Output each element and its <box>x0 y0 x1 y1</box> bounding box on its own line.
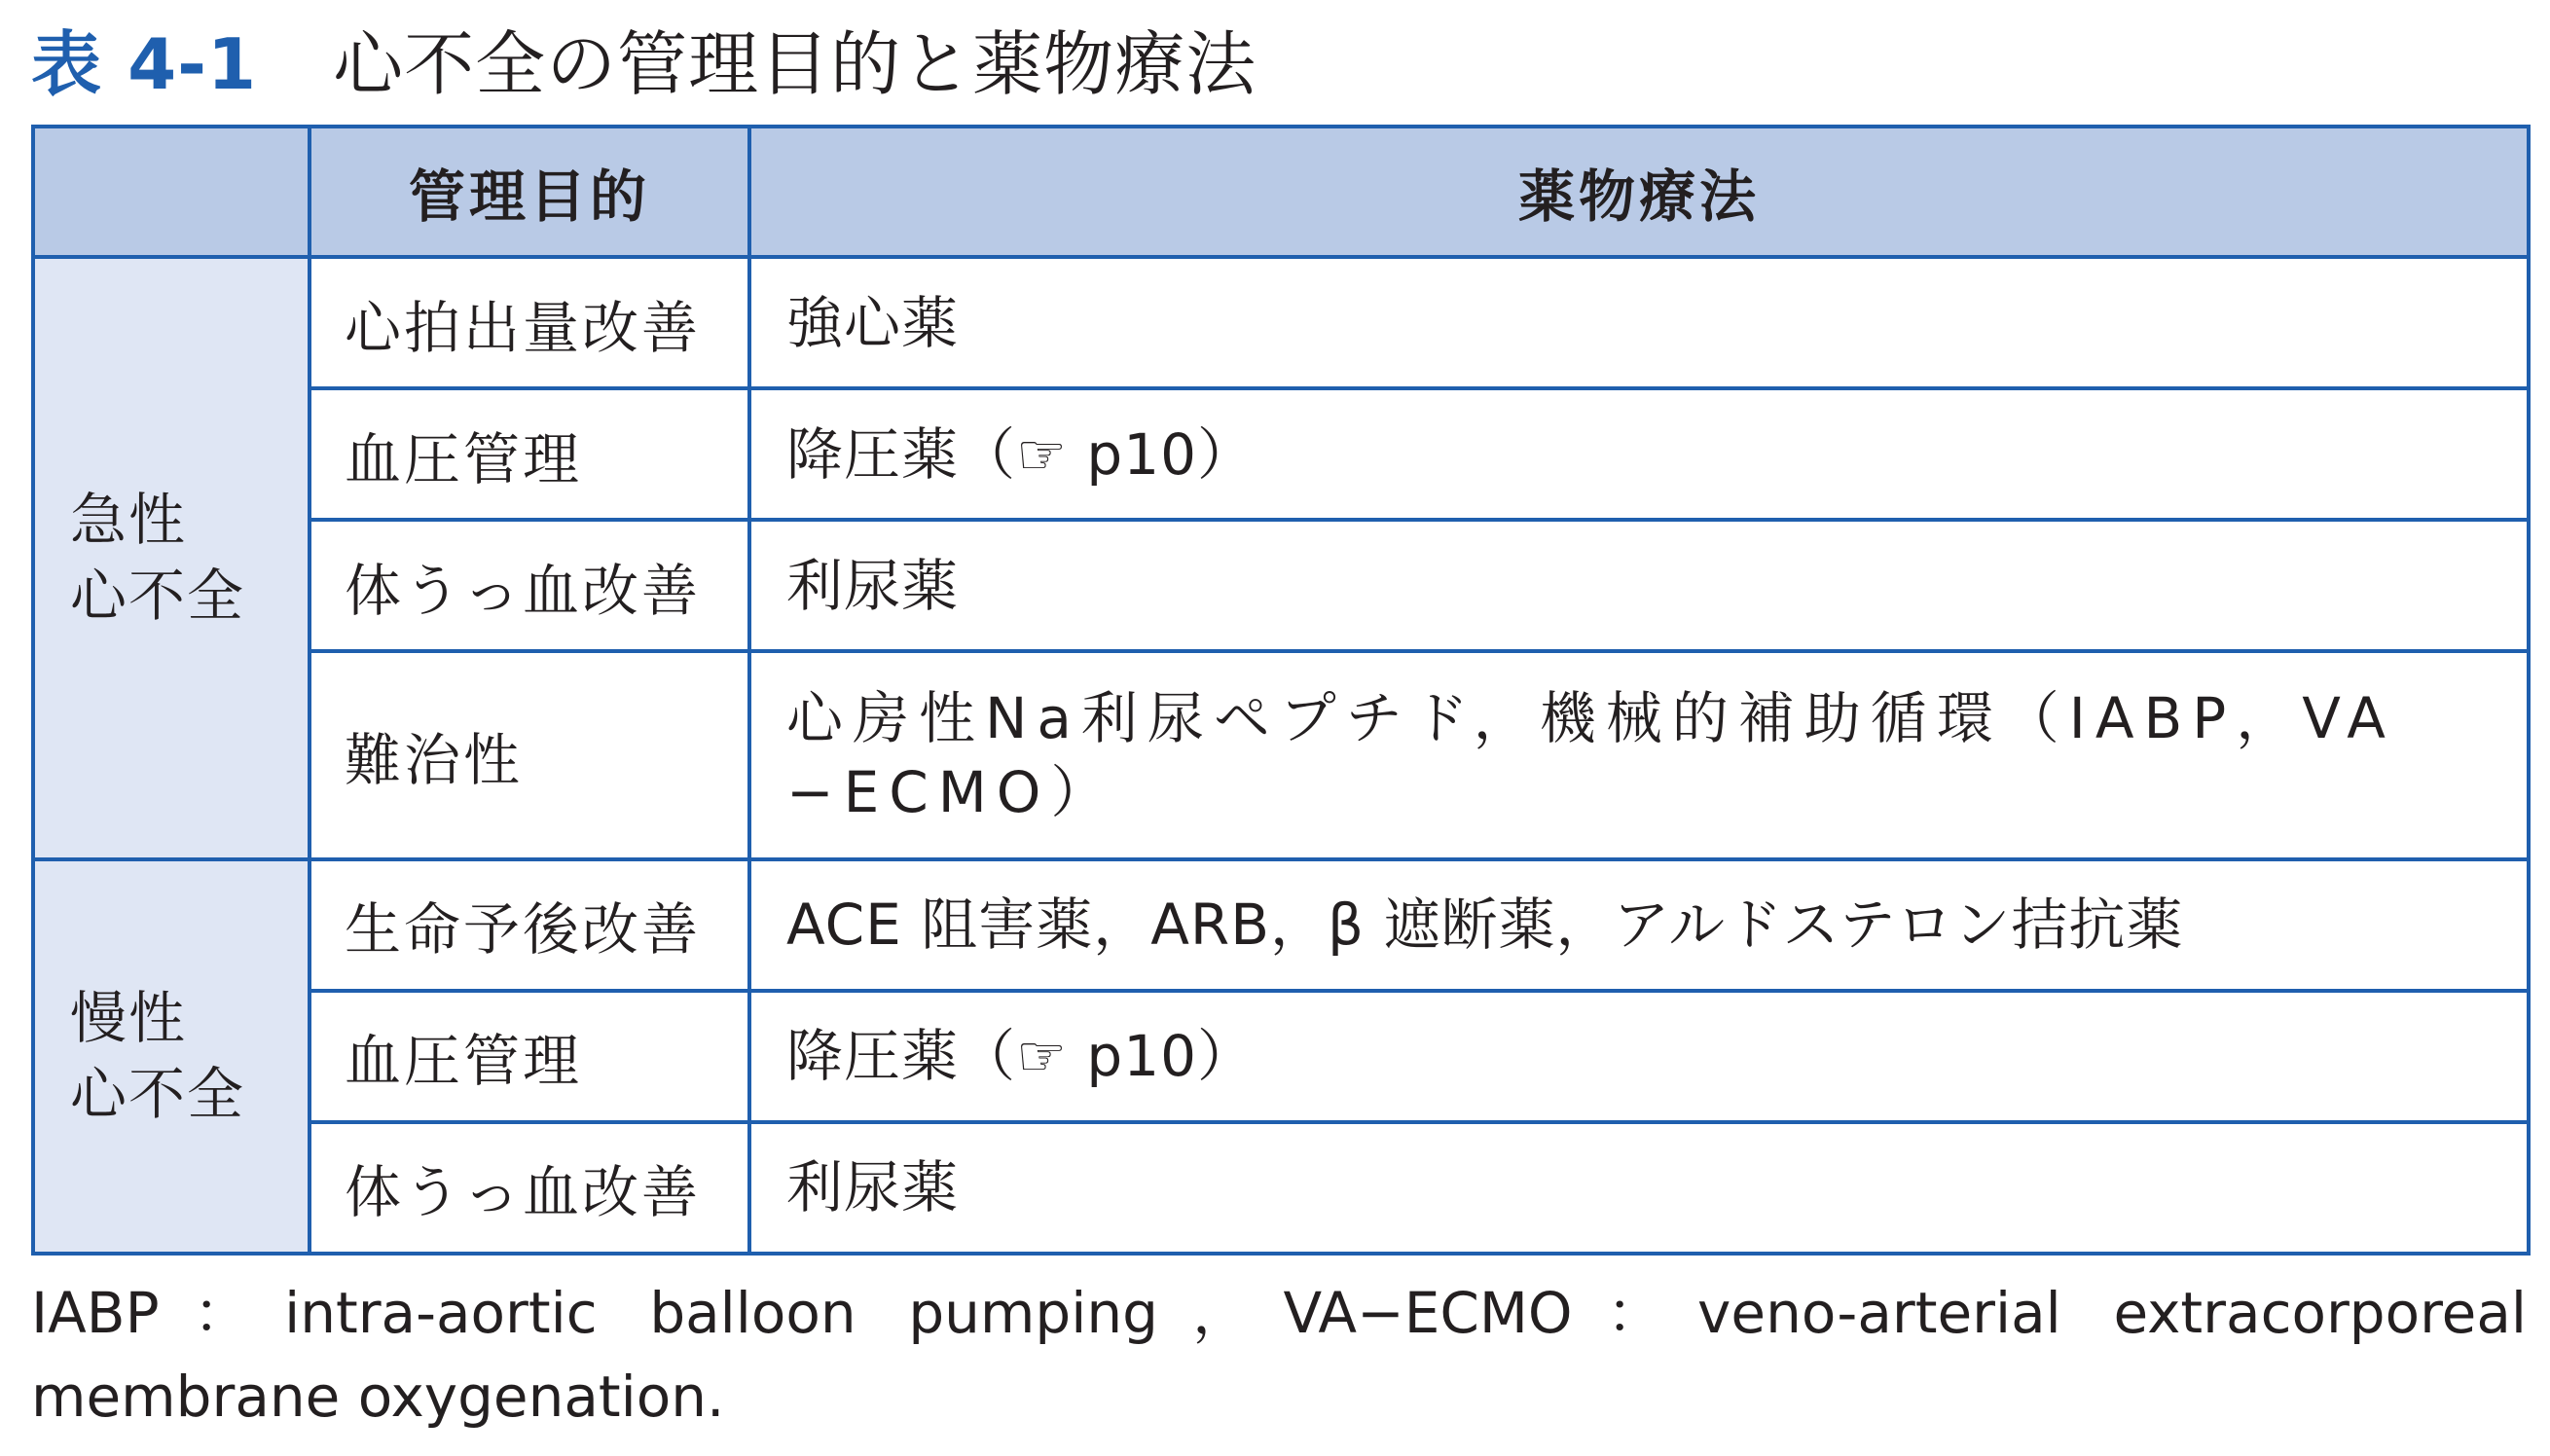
purpose-cell: 心拍出量改善 <box>310 257 749 388</box>
table-row <box>33 991 2529 1122</box>
category-line: 急性 <box>70 487 188 554</box>
purpose-cell: 血圧管理 <box>310 388 749 520</box>
table-title: 心不全の管理目的と薬物療法 <box>333 23 1257 105</box>
table-number: 表 4-1 <box>31 23 258 105</box>
therapy-cell: 利尿薬 <box>749 1122 2529 1254</box>
table-footnote: IABP：intra-aortic balloon pumping，VA−ECMO：veno-arterial extracorporeal membrane oxygenation. <box>31 1280 2527 1430</box>
purpose-cell: 生命予後改善 <box>310 859 749 991</box>
category-line: 心不全 <box>70 1061 246 1128</box>
heart-failure-table <box>31 125 2531 1256</box>
category-chronic <box>33 859 310 1254</box>
table-caption <box>31 10 1257 107</box>
therapy-cell: 心房性Na利尿ペプチド，機械的補助循環（IABP，VA−ECMO） <box>749 651 2529 859</box>
therapy-cell: 降圧薬（☞ p10） <box>749 388 2529 520</box>
header-therapy: 薬物療法 <box>749 127 2529 257</box>
table-row <box>33 651 2529 859</box>
therapy-cell: 利尿薬 <box>749 520 2529 651</box>
header-category <box>33 127 310 257</box>
therapy-cell: 強心薬 <box>749 257 2529 388</box>
category-line: 慢性 <box>70 985 188 1052</box>
purpose-cell: 体うっ血改善 <box>310 1122 749 1254</box>
table-row <box>33 1122 2529 1254</box>
table-row <box>33 388 2529 520</box>
category-acute <box>33 257 310 859</box>
table-header-row <box>33 127 2529 257</box>
table-row <box>33 520 2529 651</box>
table-row <box>33 257 2529 388</box>
purpose-cell: 血圧管理 <box>310 991 749 1122</box>
therapy-cell: ACE 阻害薬，ARB，β 遮断薬，アルドステロン拮抗薬 <box>749 859 2529 991</box>
table-row <box>33 859 2529 991</box>
purpose-cell: 難治性 <box>310 651 749 859</box>
category-line: 心不全 <box>70 563 246 630</box>
header-purpose: 管理目的 <box>310 127 749 257</box>
purpose-cell: 体うっ血改善 <box>310 520 749 651</box>
therapy-cell: 降圧薬（☞ p10） <box>749 991 2529 1122</box>
